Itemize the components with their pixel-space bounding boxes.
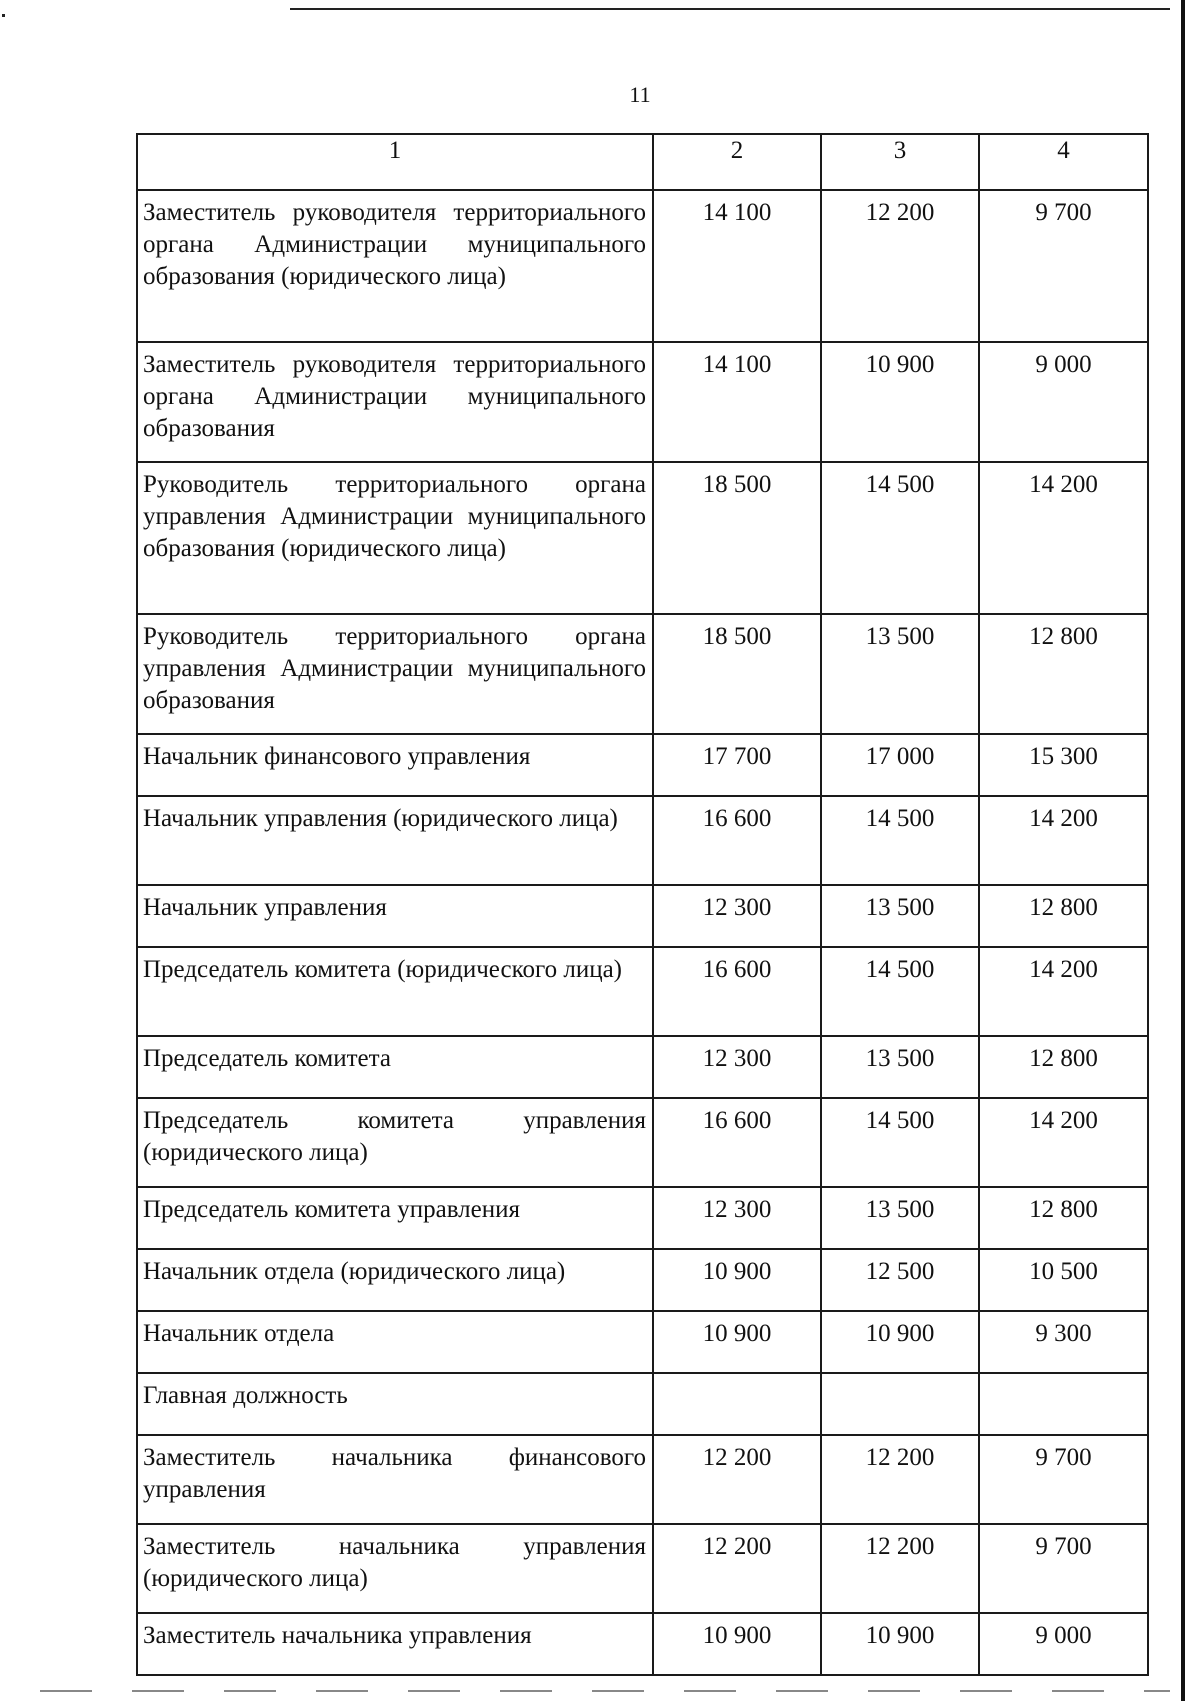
table-row — [137, 1435, 1148, 1524]
table-row — [137, 614, 1148, 734]
table-row-section — [137, 1373, 1148, 1435]
table-row — [137, 734, 1148, 796]
table-header-row — [137, 134, 1148, 190]
value-cell-col3: 12 500 — [821, 1249, 979, 1311]
position-cell: Заместитель руководителя территориального органа Администрации муниципального образования (юридического лица) — [137, 190, 653, 342]
value-cell-col3: 14 500 — [821, 947, 979, 1036]
table-row — [137, 462, 1148, 614]
value-cell-col2: 14 100 — [653, 190, 821, 342]
table-row — [137, 1098, 1148, 1187]
value-cell-col3 — [821, 1373, 979, 1435]
value-cell-col3: 14 500 — [821, 462, 979, 614]
column-header-2: 2 — [653, 134, 821, 190]
position-cell: Заместитель руководителя территориального органа Администрации муниципального образования — [137, 342, 653, 462]
value-cell-col2: 10 900 — [653, 1249, 821, 1311]
scan-right-edge — [1181, 0, 1185, 1701]
column-header-3: 3 — [821, 134, 979, 190]
position-cell: Руководитель территориального органа управления Администрации муниципального образования — [137, 614, 653, 734]
value-cell-col2: 12 300 — [653, 1187, 821, 1249]
value-cell-col3: 12 200 — [821, 1524, 979, 1613]
value-cell-col3: 12 200 — [821, 1435, 979, 1524]
value-cell-col4: 9 700 — [979, 1524, 1148, 1613]
value-cell-col4: 12 800 — [979, 1187, 1148, 1249]
value-cell-col2: 12 300 — [653, 885, 821, 947]
value-cell-col2: 12 300 — [653, 1036, 821, 1098]
value-cell-col3: 10 900 — [821, 342, 979, 462]
value-cell-col3: 12 200 — [821, 190, 979, 342]
value-cell-col4: 14 200 — [979, 1098, 1148, 1187]
value-cell-col4: 9 300 — [979, 1311, 1148, 1373]
position-cell: Заместитель начальника управления (юридического лица) — [137, 1524, 653, 1613]
position-cell: Начальник управления — [137, 885, 653, 947]
section-heading-cell: Главная должность — [137, 1373, 653, 1435]
value-cell-col2: 14 100 — [653, 342, 821, 462]
position-cell: Заместитель начальника финансового управления — [137, 1435, 653, 1524]
table-row — [137, 1249, 1148, 1311]
value-cell-col2: 18 500 — [653, 614, 821, 734]
value-cell-col3: 13 500 — [821, 885, 979, 947]
table-row — [137, 190, 1148, 342]
page-number: 11 — [629, 82, 651, 107]
value-cell-col4: 14 200 — [979, 796, 1148, 885]
position-cell: Начальник финансового управления — [137, 734, 653, 796]
table-row — [137, 796, 1148, 885]
value-cell-col4: 12 800 — [979, 1036, 1148, 1098]
column-header-4: 4 — [979, 134, 1148, 190]
value-cell-col2: 12 200 — [653, 1435, 821, 1524]
value-cell-col2: 18 500 — [653, 462, 821, 614]
salary-table — [136, 133, 1149, 1676]
value-cell-col3: 14 500 — [821, 1098, 979, 1187]
value-cell-col2: 16 600 — [653, 1098, 821, 1187]
value-cell-col3: 14 500 — [821, 796, 979, 885]
table-row — [137, 1036, 1148, 1098]
value-cell-col4: 12 800 — [979, 614, 1148, 734]
column-header-1: 1 — [137, 134, 653, 190]
table-row — [137, 1311, 1148, 1373]
table-row — [137, 1524, 1148, 1613]
value-cell-col2: 17 700 — [653, 734, 821, 796]
value-cell-col4: 9 000 — [979, 342, 1148, 462]
value-cell-col3: 13 500 — [821, 614, 979, 734]
value-cell-col3: 10 900 — [821, 1311, 979, 1373]
value-cell-col2: 10 900 — [653, 1311, 821, 1373]
position-cell: Председатель комитета — [137, 1036, 653, 1098]
table-row — [137, 885, 1148, 947]
position-cell: Председатель комитета управления — [137, 1187, 653, 1249]
value-cell-col2: 10 900 — [653, 1613, 821, 1675]
value-cell-col2: 16 600 — [653, 947, 821, 1036]
scan-bottom-dashes — [40, 1690, 1170, 1692]
table-row — [137, 1613, 1148, 1675]
value-cell-col2 — [653, 1373, 821, 1435]
value-cell-col3: 10 900 — [821, 1613, 979, 1675]
value-cell-col4: 9 700 — [979, 190, 1148, 342]
scan-top-line — [290, 8, 1170, 10]
value-cell-col2: 12 200 — [653, 1524, 821, 1613]
value-cell-col4: 14 200 — [979, 947, 1148, 1036]
value-cell-col4: 15 300 — [979, 734, 1148, 796]
scan-artifact-dot — [2, 14, 5, 17]
position-cell: Заместитель начальника управления — [137, 1613, 653, 1675]
position-cell: Председатель комитета управления (юридического лица) — [137, 1098, 653, 1187]
position-cell: Начальник отдела — [137, 1311, 653, 1373]
table-row — [137, 947, 1148, 1036]
value-cell-col4: 14 200 — [979, 462, 1148, 614]
value-cell-col2: 16 600 — [653, 796, 821, 885]
value-cell-col4: 12 800 — [979, 885, 1148, 947]
position-cell: Начальник управления (юридического лица) — [137, 796, 653, 885]
table-row — [137, 1187, 1148, 1249]
value-cell-col3: 17 000 — [821, 734, 979, 796]
value-cell-col4 — [979, 1373, 1148, 1435]
value-cell-col3: 13 500 — [821, 1187, 979, 1249]
position-cell: Председатель комитета (юридического лица) — [137, 947, 653, 1036]
value-cell-col4: 9 700 — [979, 1435, 1148, 1524]
table-row — [137, 342, 1148, 462]
value-cell-col3: 13 500 — [821, 1036, 979, 1098]
value-cell-col4: 9 000 — [979, 1613, 1148, 1675]
position-cell: Начальник отдела (юридического лица) — [137, 1249, 653, 1311]
position-cell: Руководитель территориального органа управления Администрации муниципального образования (юридического лица) — [137, 462, 653, 614]
value-cell-col4: 10 500 — [979, 1249, 1148, 1311]
